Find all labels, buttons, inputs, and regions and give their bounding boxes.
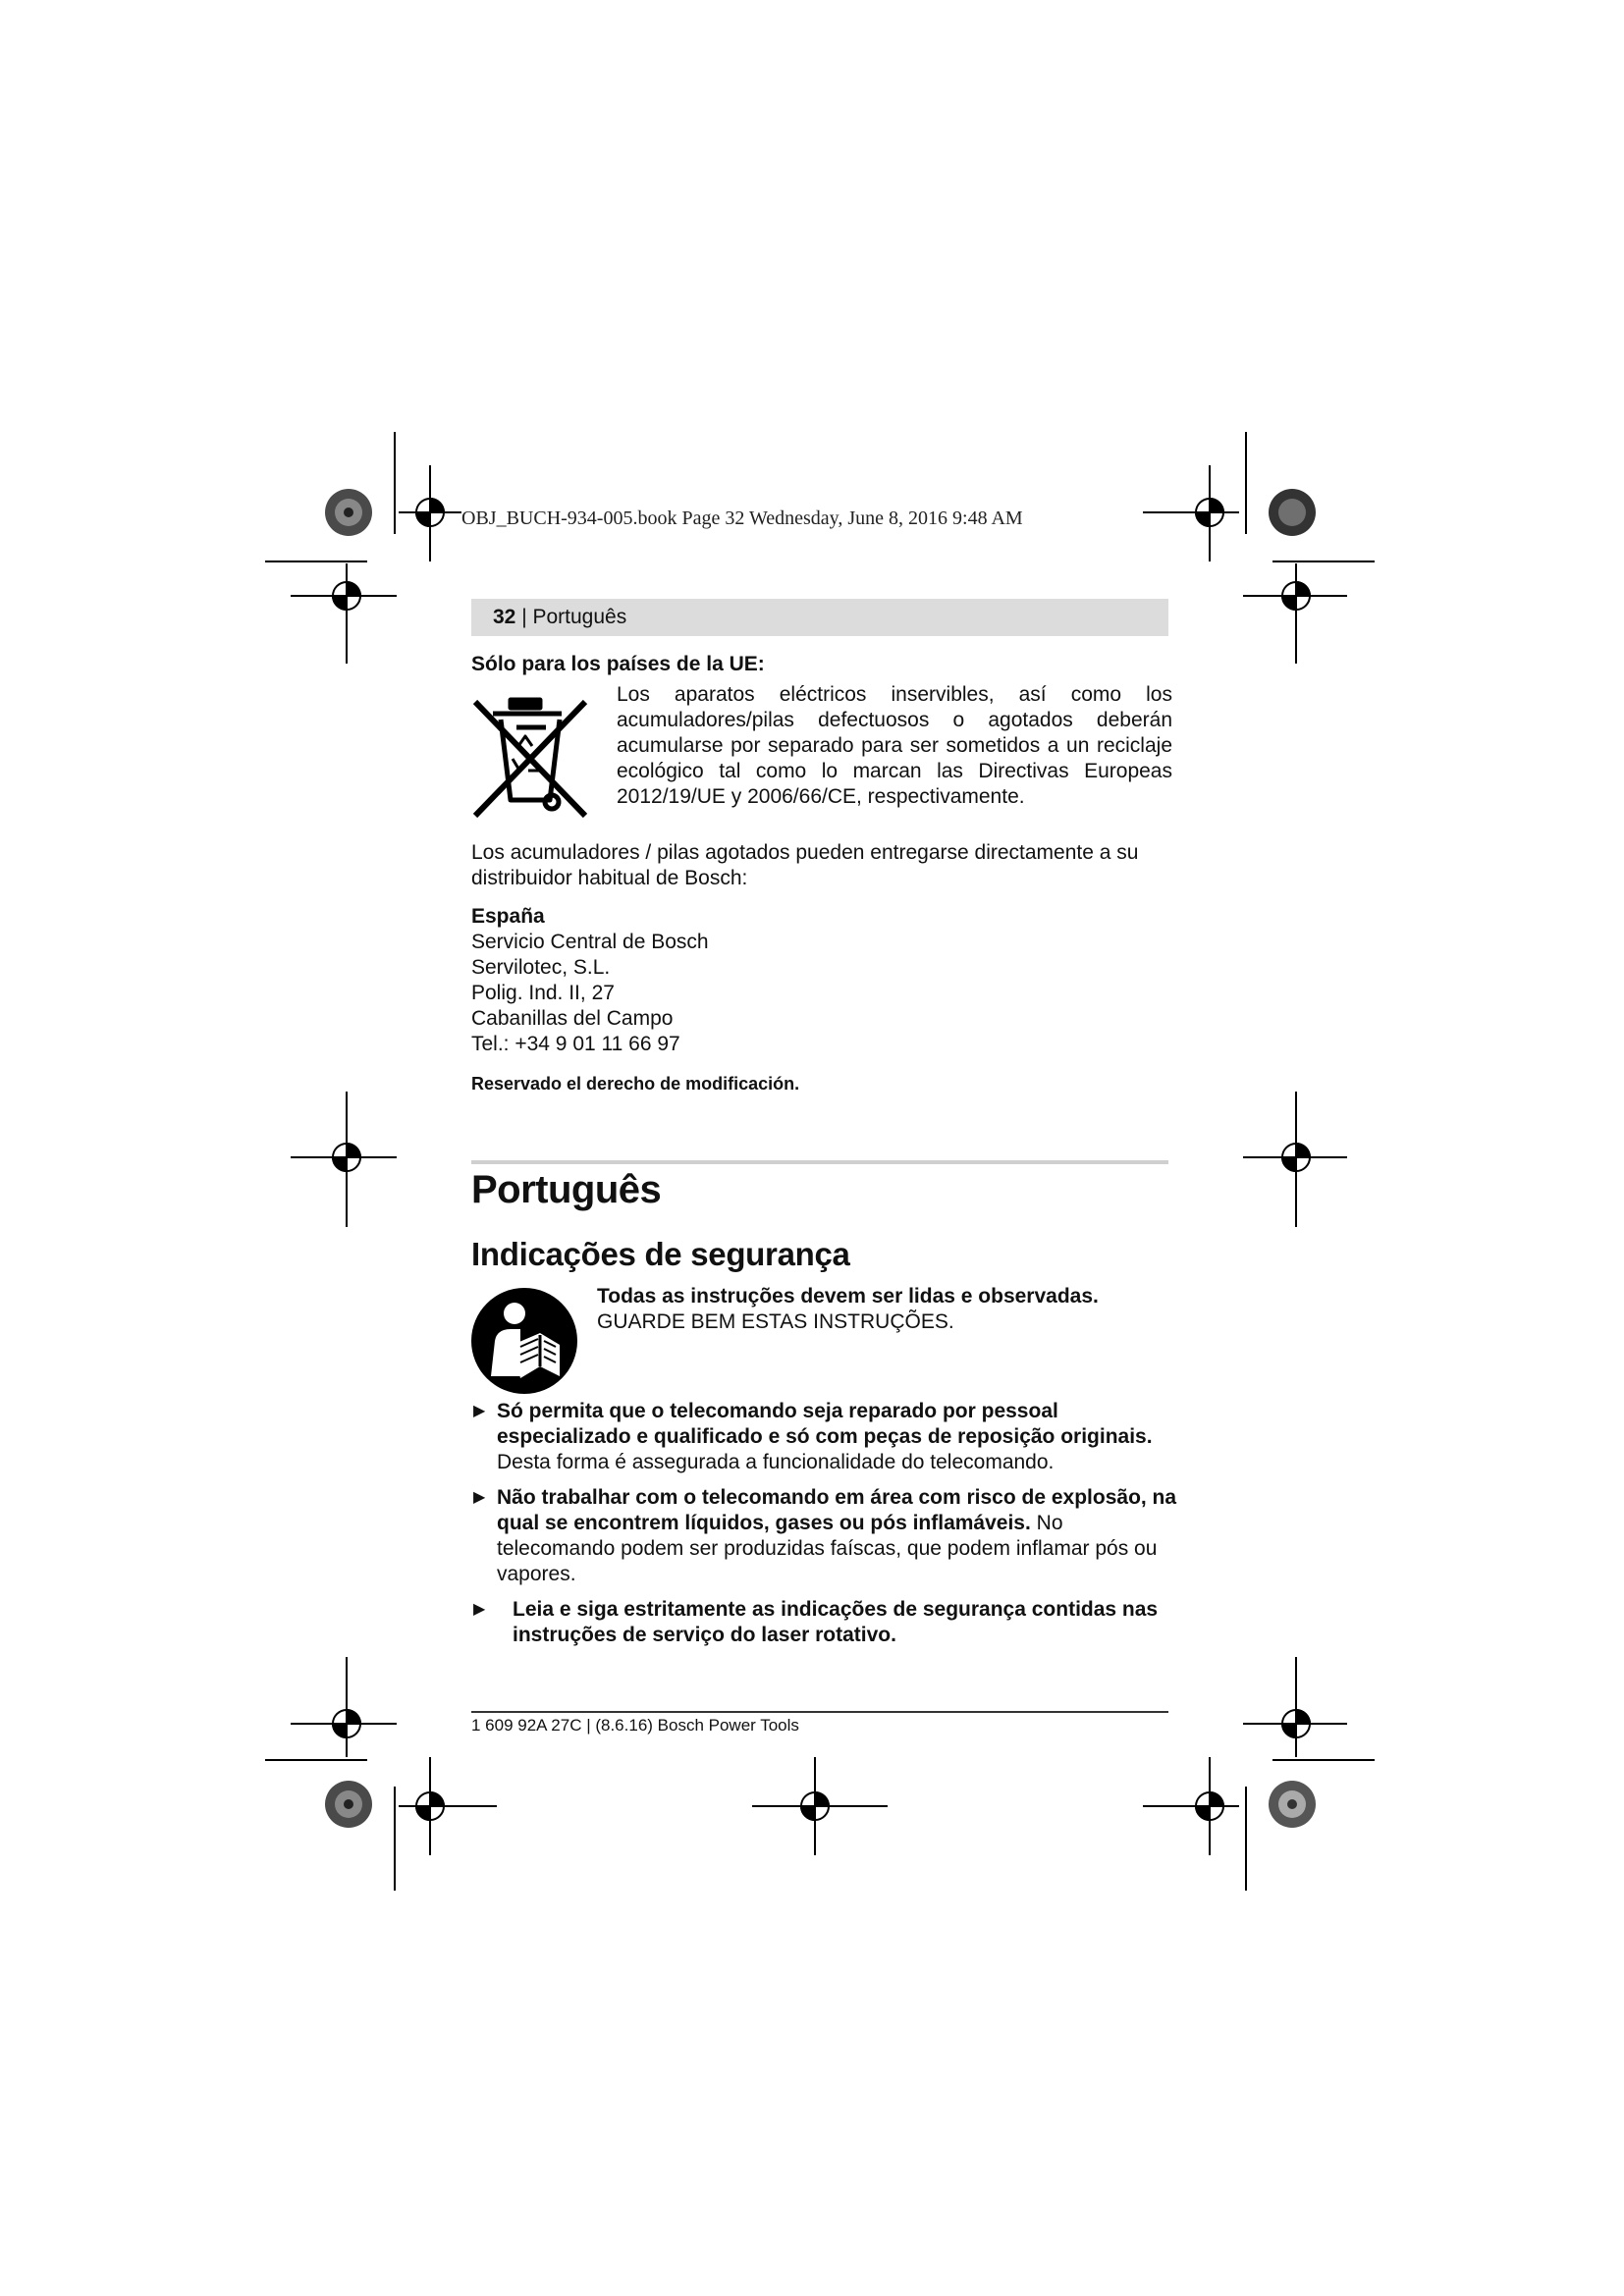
bullet-bold-text: Não trabalhar com o telecomando em área com risco de explosão, na qual se encontrem líquidos, gases ou pós inflamáveis. <box>497 1486 1177 1534</box>
page-bar-language: Português <box>532 606 627 628</box>
book-header: OBJ_BUCH-934-005.book Page 32 Wednesday, June 8, 2016 9:48 AM <box>461 507 1023 529</box>
bullet-bold-text: Leia e siga estritamente as indicações de segurança contidas nas instruções de serviço do laser rotativo. <box>513 1598 1159 1646</box>
page-number: 32 <box>493 606 516 628</box>
eu-section-title: Sólo para los países de la UE: <box>471 653 765 675</box>
footer-divider <box>471 1711 1168 1713</box>
section-title: Português <box>471 1168 662 1211</box>
page-bar-separator: | <box>515 606 533 628</box>
address-line: Polig. Ind. II, 27 <box>471 982 615 1004</box>
subsection-title: Indicações de segurança <box>471 1236 850 1272</box>
address-line: Cabanillas del Campo <box>471 1007 674 1030</box>
reserved-notice: Reservado el derecho de modificación. <box>471 1074 800 1094</box>
address-phone: Tel.: +34 9 01 11 66 97 <box>471 1033 680 1055</box>
bullet-arrow-icon: ▶ <box>473 1489 486 1506</box>
distributor-paragraph: Los acumuladores / pilas agotados pueden entregarse directamente a su distribuidor habitual de Bosch: <box>471 841 1139 889</box>
bullet-arrow-icon: ▶ <box>473 1403 486 1419</box>
address-line: Servilotec, S.L. <box>471 956 611 979</box>
read-notice-bold: Todas as instruções devem ser lidas e observadas. <box>597 1285 1099 1308</box>
list-item <box>471 1597 1178 1648</box>
bullet-arrow-icon: ▶ <box>473 1601 486 1618</box>
read-instructions-notice <box>597 1284 1176 1335</box>
bullet-normal-text: No telecomando podem ser produzidas faíscas, que podem inflamar pós ou vapores. <box>497 1512 1158 1585</box>
page-bar <box>471 599 1168 636</box>
read-notice-normal: GUARDE BEM ESTAS INSTRUÇÕES. <box>597 1310 954 1333</box>
safety-bullet-list <box>471 1399 1178 1658</box>
weee-crossed-bin-icon <box>471 692 589 820</box>
address-country: España <box>471 905 545 928</box>
bullet-normal-text: Desta forma é assegurada a funcionalidade do telecomando. <box>497 1451 1055 1473</box>
list-item <box>471 1485 1178 1587</box>
bullet-bold-text: Só permita que o telecomando seja reparado por pessoal especializado e qualificado e só com peças de reposição originais. <box>497 1400 1153 1448</box>
page-footer: 1 609 92A 27C | (8.6.16) Bosch Power Tools <box>471 1716 799 1735</box>
list-item <box>471 1399 1178 1475</box>
eu-disposal-paragraph: Los aparatos eléctricos inservibles, así como los acumuladores/pilas defectuosos o agotados deberán acumularse por separado para ser sometidos a un reciclaje ecológico tal como lo marcan las Directivas Europeas 2012/19/UE y 2006/66/CE, respectivamente. <box>617 683 1172 808</box>
address-block <box>471 904 1172 1057</box>
address-line: Servicio Central de Bosch <box>471 931 709 953</box>
read-manual-icon <box>469 1286 579 1396</box>
